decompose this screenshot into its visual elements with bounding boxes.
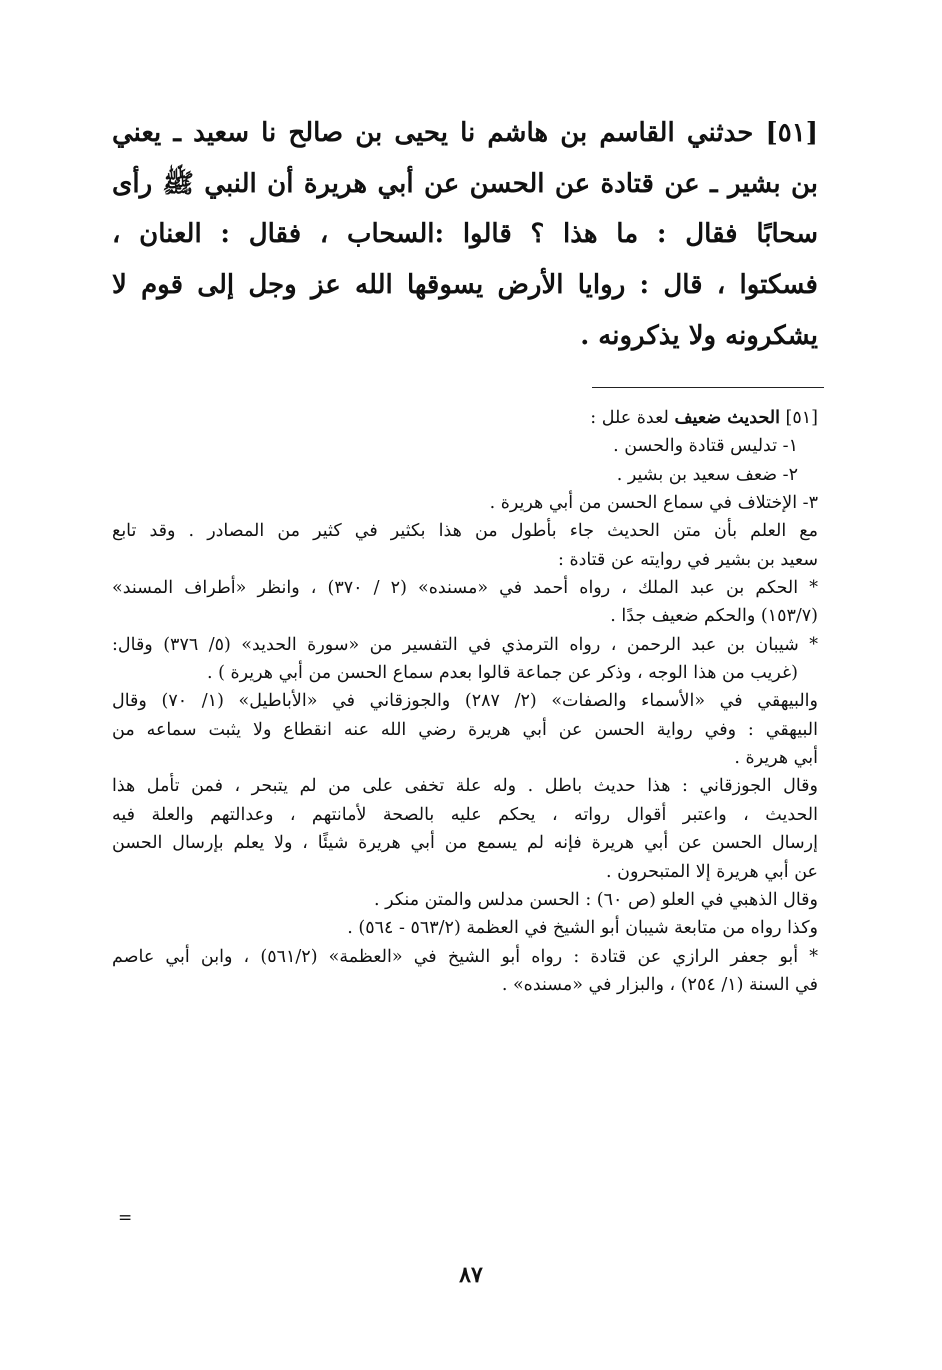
- footnote-line: * شيبان بن عبد الرحمن ، رواه الترمذي في التفسير من «سورة الحديد» (٥/ ٣٧٦) وقال:: [112, 634, 819, 655]
- hadith-line: يشكرونه ولا يذكرونه .: [580, 320, 818, 351]
- footnote-line: (١٥٣/٧) والحكم ضعيف جدًا .: [610, 606, 818, 627]
- footnote-line: * أبو جعفر الرازي عن قتادة : رواه أبو الشيخ في «العظمة» (٥٦١/٢) ، وابن أبي عاصم: [112, 946, 818, 967]
- hadith-text: [112, 108, 818, 361]
- footnote-line: (غريب من هذا الوجه ، وذكر عن جماعة قالوا بعدم سماع الحسن من أبي هريرة ) .: [206, 663, 798, 684]
- hadith-line: فسكتوا ، قال : روايا الأرض يسوقها الله عز وجل إلى قوم لا: [112, 270, 818, 301]
- page-number: ٨٧: [459, 1262, 483, 1288]
- hadith-line: سحابًا فقال : ما هذا ؟ قالوا :السحاب ، فقال : العنان ،: [112, 219, 818, 250]
- footnote-line: والبيهقي في «الأسماء والصفات» (٢/ ٢٨٧) والجوزقاني في «الأباطيل» (١/ ٧٠) وقال: [112, 691, 818, 712]
- footnote-line: الحديث ، واعتبر أقوال رواته ، يحكم عليه بالصحة لأمانتهم ، وعدالتهم والعلة فيه: [112, 804, 818, 825]
- footnote-line: سعيد بن بشير في روايته عن قتادة :: [558, 549, 818, 570]
- footnote-line: وكذا رواه من متابعة شيبان أبو الشيخ في العظمة (٥٦٣/٢ - ٥٦٤) .: [347, 918, 818, 939]
- footnote-line: ٣- الإختلاف في سماع الحسن من أبي هريرة .: [489, 493, 818, 514]
- continuation-mark: =: [118, 1208, 133, 1228]
- hadith-line: بن بشير ـ عن قتادة عن الحسن عن أبي هريرة أن النبي ﷺ رأى: [112, 168, 818, 199]
- footnote-line: وقال الجوزقاني : هذا حديث باطل . وله علة تخفى على من لم يتبحر ، فمن تأمل هذا: [112, 776, 818, 797]
- footnote-heading-rest: لعدة علل :: [590, 408, 675, 428]
- hadith-line: [٥١] حدثني القاسم بن هاشم نا يحيى بن صالح نا سعيد ـ يعني: [112, 118, 818, 148]
- footnote-ruling: الحديث ضعيف: [674, 408, 780, 428]
- footnotes: [112, 404, 818, 999]
- footnote-line: ٢- ضعف سعيد بن بشير .: [616, 464, 798, 485]
- footnote-line: * الحكم بن عبد الملك ، رواه أحمد في «مسنده» (٢ / ٣٧٠) ، وانظر «أطراف المسند»: [112, 578, 818, 599]
- footnote-number: [٥١]: [779, 408, 818, 428]
- footnote-line: البيهقي : وفي رواية الحسن عن أبي هريرة رضي الله عنه انقطاع ولا يثبت سماعه من: [112, 719, 818, 740]
- footnote-line: أبي هريرة .: [734, 748, 818, 769]
- footnote-line: في السنة (١/ ٢٥٤) ، والبزار في «مسنده» .: [501, 974, 818, 995]
- footnote-line: مع العلم بأن متن الحديث جاء بأطول من هذا بكثير في كثير من المصادر . وقد تابع: [112, 521, 818, 542]
- footnote-separator: [592, 387, 824, 388]
- footnote-line: عن أبي هريرة إلا المتبحرون .: [605, 861, 818, 882]
- footnote-heading: [112, 404, 818, 432]
- footnote-line: إرسال الحسن عن أبي هريرة فإنه لم يسمع من أبي هريرة شيئًا ، ولا يعلم بإرسال الحسن: [112, 833, 818, 854]
- footnote-line: وقال الذهبي في العلو (ص ٦٠) : الحسن مدلس والمتن منكر .: [373, 889, 818, 910]
- footnote-line: ١- تدليس قتادة والحسن .: [613, 436, 798, 457]
